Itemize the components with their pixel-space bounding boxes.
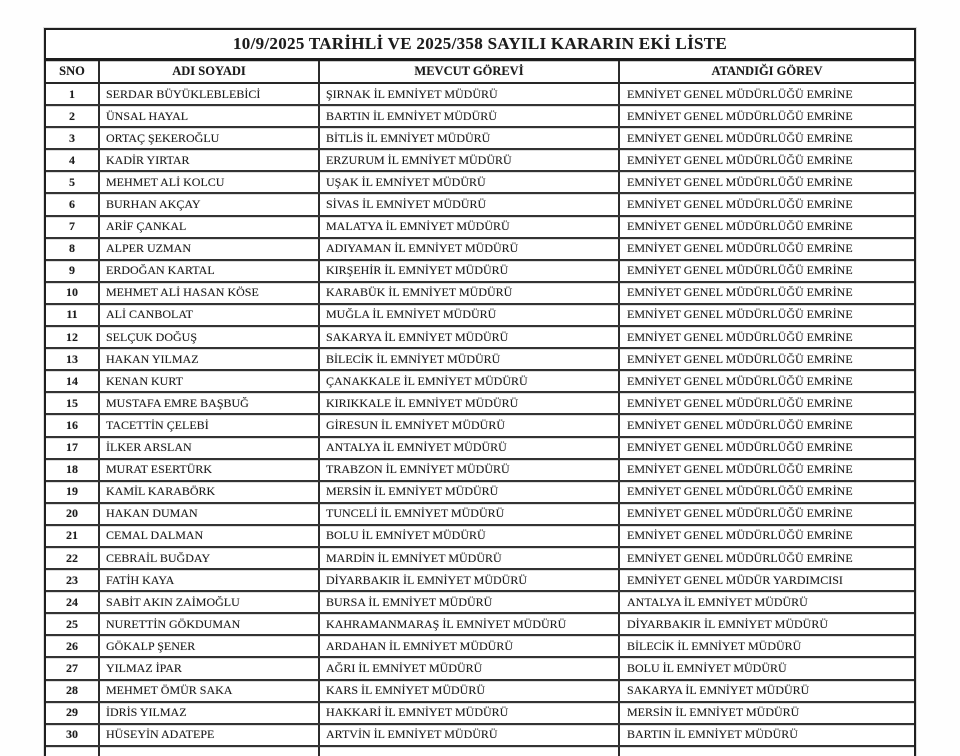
table-row	[46, 371, 914, 393]
row-number-cell: 4	[46, 150, 100, 170]
row-number-cell: 23	[46, 570, 100, 590]
name-cell: CEBRAİL BUĞDAY	[100, 548, 320, 568]
current-duty-cell: TRABZON İL EMNİYET MÜDÜRÜ	[320, 460, 620, 480]
assigned-duty-cell: EMNİYET GENEL MÜDÜRLÜĞÜ EMRİNE	[627, 417, 853, 432]
table-body	[46, 84, 914, 756]
current-duty-cell: ANTALYA İL EMNİYET MÜDÜRÜ	[320, 438, 620, 458]
table-row	[46, 150, 914, 172]
table-row	[46, 725, 914, 747]
current-duty-cell: ÇANAKKALE İL EMNİYET MÜDÜRÜ	[320, 371, 620, 391]
name-cell: MEHMET ALİ HASAN KÖSE	[100, 283, 320, 303]
row-number-cell: 25	[46, 614, 100, 634]
row-number-cell: 18	[46, 460, 100, 480]
current-duty-cell: ERZURUM İL EMNİYET MÜDÜRÜ	[320, 150, 620, 170]
name-cell: GÖKALP ŞENER	[100, 636, 320, 656]
current-duty-cell	[320, 747, 620, 756]
assigned-duty-cell: EMNİYET GENEL MÜDÜRLÜĞÜ EMRİNE	[627, 440, 853, 455]
current-duty-cell: KIRIKKALE İL EMNİYET MÜDÜRÜ	[320, 393, 620, 413]
assigned-duty-cell	[620, 747, 914, 756]
decree-annex-table	[44, 28, 916, 756]
row-number-cell: 26	[46, 636, 100, 656]
assigned-duty-cell: EMNİYET GENEL MÜDÜRLÜĞÜ EMRİNE	[627, 108, 853, 123]
current-duty-cell: KARS İL EMNİYET MÜDÜRÜ	[320, 681, 620, 701]
row-number-cell: 30	[46, 725, 100, 745]
row-number-cell: 27	[46, 658, 100, 678]
name-cell: MUSTAFA EMRE BAŞBUĞ	[100, 393, 320, 413]
name-cell: İLKER ARSLAN	[100, 438, 320, 458]
table-row	[46, 592, 914, 614]
current-duty-cell: BİLECİK İL EMNİYET MÜDÜRÜ	[320, 349, 620, 369]
current-duty-cell: ADIYAMAN İL EMNİYET MÜDÜRÜ	[320, 239, 620, 259]
current-duty-cell: BURSA İL EMNİYET MÜDÜRÜ	[320, 592, 620, 612]
row-number-cell: 21	[46, 526, 100, 546]
assigned-duty-cell: EMNİYET GENEL MÜDÜRLÜĞÜ EMRİNE	[627, 506, 853, 521]
table-row	[46, 283, 914, 305]
table-row	[46, 128, 914, 150]
assigned-duty-cell: EMNİYET GENEL MÜDÜRLÜĞÜ EMRİNE	[627, 219, 853, 234]
row-number-cell: 28	[46, 681, 100, 701]
current-duty-cell: SİVAS İL EMNİYET MÜDÜRÜ	[320, 194, 620, 214]
name-cell: BURHAN AKÇAY	[100, 194, 320, 214]
table-row	[46, 548, 914, 570]
name-cell: SELÇUK DOĞUŞ	[100, 327, 320, 347]
assigned-duty-cell: ANTALYA İL EMNİYET MÜDÜRÜ	[627, 594, 808, 609]
table-row	[46, 703, 914, 725]
name-cell: ORTAÇ ŞEKEROĞLU	[100, 128, 320, 148]
table-row	[46, 614, 914, 636]
current-duty-cell: ŞIRNAK İL EMNİYET MÜDÜRÜ	[320, 84, 620, 104]
assigned-duty-cell: BİLECİK İL EMNİYET MÜDÜRÜ	[627, 638, 802, 653]
name-cell: FATİH KAYA	[100, 570, 320, 590]
current-duty-cell: MARDİN İL EMNİYET MÜDÜRÜ	[320, 548, 620, 568]
name-cell: CEMAL DALMAN	[100, 526, 320, 546]
assigned-duty-cell: EMNİYET GENEL MÜDÜRLÜĞÜ EMRİNE	[627, 550, 853, 565]
header-assigned-duty: ATANDIĞI GÖREV	[711, 64, 823, 78]
assigned-duty-cell: EMNİYET GENEL MÜDÜRLÜĞÜ EMRİNE	[627, 285, 853, 300]
assigned-duty-cell: EMNİYET GENEL MÜDÜRLÜĞÜ EMRİNE	[627, 351, 853, 366]
assigned-duty-cell: EMNİYET GENEL MÜDÜRLÜĞÜ EMRİNE	[627, 174, 853, 189]
current-duty-cell: UŞAK İL EMNİYET MÜDÜRÜ	[320, 172, 620, 192]
table-row	[46, 327, 914, 349]
table-row	[46, 239, 914, 261]
row-number-cell: 3	[46, 128, 100, 148]
assigned-duty-cell: EMNİYET GENEL MÜDÜRLÜĞÜ EMRİNE	[627, 528, 853, 543]
name-cell: ALİ CANBOLAT	[100, 305, 320, 325]
row-number-cell: 5	[46, 172, 100, 192]
current-duty-cell: BARTIN İL EMNİYET MÜDÜRÜ	[320, 106, 620, 126]
document-title: 10/9/2025 TARİHLİ VE 2025/358 SAYILI KARARIN EKİ LİSTE	[232, 34, 728, 53]
assigned-duty-cell: EMNİYET GENEL MÜDÜRLÜĞÜ EMRİNE	[627, 86, 853, 101]
assigned-duty-cell: SAKARYA İL EMNİYET MÜDÜRÜ	[627, 683, 810, 698]
table-row	[46, 217, 914, 239]
current-duty-cell: KIRŞEHİR İL EMNİYET MÜDÜRÜ	[320, 261, 620, 281]
table-row	[46, 460, 914, 482]
name-cell: NURETTİN GÖKDUMAN	[100, 614, 320, 634]
current-duty-cell: GİRESUN İL EMNİYET MÜDÜRÜ	[320, 415, 620, 435]
name-cell: ÜNSAL HAYAL	[100, 106, 320, 126]
row-number-cell: 17	[46, 438, 100, 458]
row-number-cell: 19	[46, 482, 100, 502]
current-duty-cell: MALATYA İL EMNİYET MÜDÜRÜ	[320, 217, 620, 237]
table-title-row	[46, 30, 914, 61]
row-number-cell: 12	[46, 327, 100, 347]
assigned-duty-cell: EMNİYET GENEL MÜDÜRLÜĞÜ EMRİNE	[627, 197, 853, 212]
assigned-duty-cell: BOLU İL EMNİYET MÜDÜRÜ	[627, 660, 787, 675]
row-number-cell: 1	[46, 84, 100, 104]
assigned-duty-cell: EMNİYET GENEL MÜDÜRLÜĞÜ EMRİNE	[627, 373, 853, 388]
table-row	[46, 658, 914, 680]
table-row	[46, 504, 914, 526]
current-duty-cell: HAKKARİ İL EMNİYET MÜDÜRÜ	[320, 703, 620, 723]
name-cell	[100, 747, 320, 756]
name-cell: TACETTİN ÇELEBİ	[100, 415, 320, 435]
table-row	[46, 393, 914, 415]
current-duty-cell: BİTLİS İL EMNİYET MÜDÜRÜ	[320, 128, 620, 148]
table-row	[46, 636, 914, 658]
header-name: ADI SOYADI	[100, 61, 320, 82]
row-number-cell: 9	[46, 261, 100, 281]
name-cell: HAKAN YILMAZ	[100, 349, 320, 369]
table-row	[46, 747, 914, 756]
row-number-cell: 29	[46, 703, 100, 723]
assigned-duty-cell: DİYARBAKIR İL EMNİYET MÜDÜRÜ	[627, 616, 828, 631]
assigned-duty-cell: MERSİN İL EMNİYET MÜDÜRÜ	[627, 705, 800, 720]
header-current-duty: MEVCUT GÖREVİ	[320, 61, 620, 82]
name-cell: İDRİS YILMAZ	[100, 703, 320, 723]
table-row	[46, 681, 914, 703]
current-duty-cell: DİYARBAKIR İL EMNİYET MÜDÜRÜ	[320, 570, 620, 590]
name-cell: YILMAZ İPAR	[100, 658, 320, 678]
current-duty-cell: TUNCELİ İL EMNİYET MÜDÜRÜ	[320, 504, 620, 524]
row-number-cell: 11	[46, 305, 100, 325]
current-duty-cell: KAHRAMANMARAŞ İL EMNİYET MÜDÜRÜ	[320, 614, 620, 634]
name-cell: SERDAR BÜYÜKLEBLEBİCİ	[100, 84, 320, 104]
table-row	[46, 261, 914, 283]
table-row	[46, 415, 914, 437]
name-cell: KENAN KURT	[100, 371, 320, 391]
table-row	[46, 570, 914, 592]
current-duty-cell: KARABÜK İL EMNİYET MÜDÜRÜ	[320, 283, 620, 303]
assigned-duty-cell: EMNİYET GENEL MÜDÜRLÜĞÜ EMRİNE	[627, 263, 853, 278]
name-cell: MURAT ESERTÜRK	[100, 460, 320, 480]
row-number-cell: 15	[46, 393, 100, 413]
table-row	[46, 482, 914, 504]
name-cell: HÜSEYİN ADATEPE	[100, 725, 320, 745]
row-number-cell: 24	[46, 592, 100, 612]
table-row	[46, 84, 914, 106]
table-header-row	[46, 61, 914, 84]
row-number-cell	[46, 747, 100, 756]
row-number-cell: 16	[46, 415, 100, 435]
row-number-cell: 22	[46, 548, 100, 568]
row-number-cell: 20	[46, 504, 100, 524]
assigned-duty-cell: EMNİYET GENEL MÜDÜRLÜĞÜ EMRİNE	[627, 462, 853, 477]
current-duty-cell: BOLU İL EMNİYET MÜDÜRÜ	[320, 526, 620, 546]
name-cell: KADİR YIRTAR	[100, 150, 320, 170]
header-sno: SNO	[46, 61, 100, 82]
table-row	[46, 349, 914, 371]
current-duty-cell: MUĞLA İL EMNİYET MÜDÜRÜ	[320, 305, 620, 325]
assigned-duty-cell: EMNİYET GENEL MÜDÜR YARDIMCISI	[627, 572, 843, 587]
name-cell: SABİT AKIN ZAİMOĞLU	[100, 592, 320, 612]
table-row	[46, 526, 914, 548]
table-row	[46, 305, 914, 327]
name-cell: ERDOĞAN KARTAL	[100, 261, 320, 281]
assigned-duty-cell: EMNİYET GENEL MÜDÜRLÜĞÜ EMRİNE	[627, 241, 853, 256]
name-cell: MEHMET ÖMÜR SAKA	[100, 681, 320, 701]
current-duty-cell: MERSİN İL EMNİYET MÜDÜRÜ	[320, 482, 620, 502]
name-cell: HAKAN DUMAN	[100, 504, 320, 524]
table-row	[46, 194, 914, 216]
table-row	[46, 172, 914, 194]
row-number-cell: 6	[46, 194, 100, 214]
table-row	[46, 106, 914, 128]
assigned-duty-cell: BARTIN İL EMNİYET MÜDÜRÜ	[627, 727, 798, 742]
table-row	[46, 438, 914, 460]
name-cell: MEHMET ALİ KOLCU	[100, 172, 320, 192]
current-duty-cell: ARTVİN İL EMNİYET MÜDÜRÜ	[320, 725, 620, 745]
row-number-cell: 8	[46, 239, 100, 259]
assigned-duty-cell: EMNİYET GENEL MÜDÜRLÜĞÜ EMRİNE	[627, 130, 853, 145]
name-cell: ARİF ÇANKAL	[100, 217, 320, 237]
current-duty-cell: SAKARYA İL EMNİYET MÜDÜRÜ	[320, 327, 620, 347]
current-duty-cell: AĞRI İL EMNİYET MÜDÜRÜ	[320, 658, 620, 678]
assigned-duty-cell: EMNİYET GENEL MÜDÜRLÜĞÜ EMRİNE	[627, 307, 853, 322]
name-cell: ALPER UZMAN	[100, 239, 320, 259]
row-number-cell: 13	[46, 349, 100, 369]
assigned-duty-cell: EMNİYET GENEL MÜDÜRLÜĞÜ EMRİNE	[627, 329, 853, 344]
row-number-cell: 14	[46, 371, 100, 391]
assigned-duty-cell: EMNİYET GENEL MÜDÜRLÜĞÜ EMRİNE	[627, 484, 853, 499]
row-number-cell: 10	[46, 283, 100, 303]
name-cell: KAMİL KARABÖRK	[100, 482, 320, 502]
current-duty-cell: ARDAHAN İL EMNİYET MÜDÜRÜ	[320, 636, 620, 656]
assigned-duty-cell: EMNİYET GENEL MÜDÜRLÜĞÜ EMRİNE	[627, 152, 853, 167]
assigned-duty-cell: EMNİYET GENEL MÜDÜRLÜĞÜ EMRİNE	[627, 395, 853, 410]
row-number-cell: 2	[46, 106, 100, 126]
row-number-cell: 7	[46, 217, 100, 237]
